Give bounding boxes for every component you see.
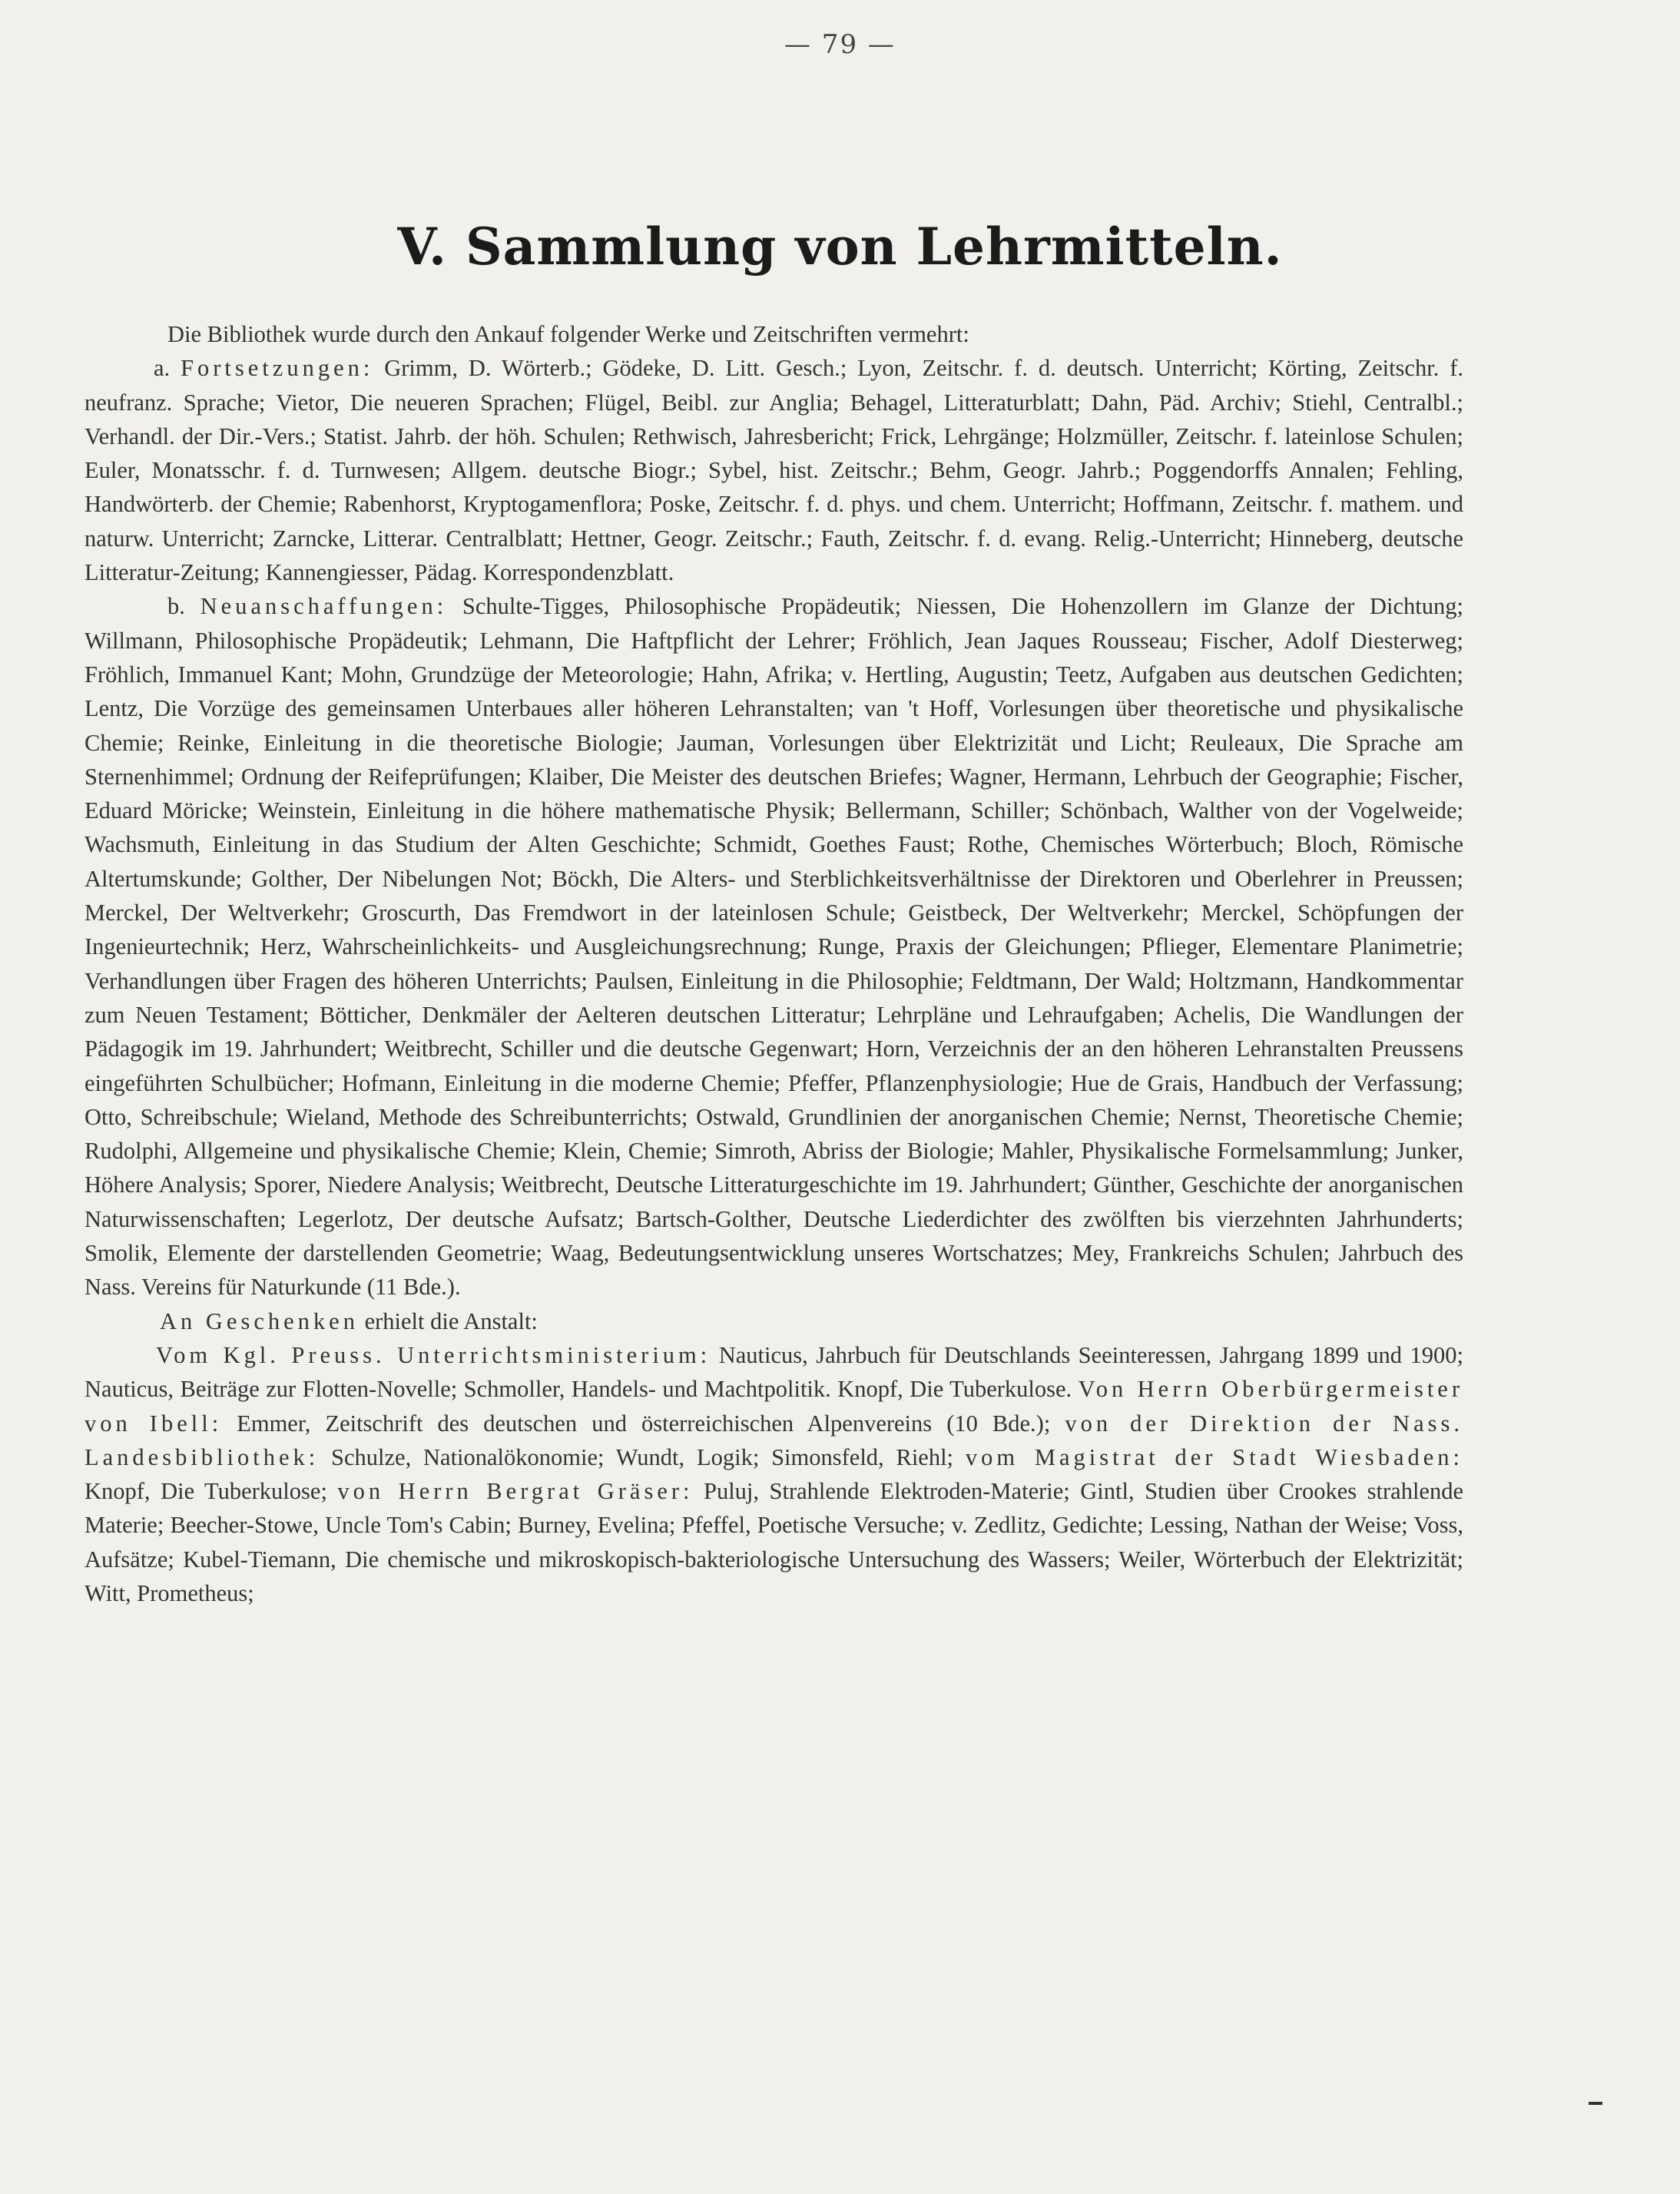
margin-mark: [1589, 2102, 1602, 2105]
donor-ministerium: Vom Kgl. Preuss. Unterrichtsministerium:: [156, 1341, 711, 1368]
section-title: V. Sammlung von Lehrmitteln.: [397, 217, 1283, 277]
heading-neuanschaffungen: Neuanschaffungen:: [200, 593, 448, 620]
paragraph-a-text: Grimm, D. Wörterb.; Gödeke, D. Litt. Gesch.; Lyon, Zeitschr. f. d. deutsch. Unterricht; Körting, Zeitschr. f. neufranz. Sprache; Vietor, Die neueren Sprachen; Flügel, Beibl. zur Anglia; Behagel, Litteraturblatt; Dahn, Päd. Archiv; Stiehl, Centralbl.; Verhandl. der Dir.-Vers.; Statist. Jahrb. der höh. Schulen; Rethwisch, Jahresbericht; Frick, Lehrgänge; Holzmüller, Zeitschr. f. lateinlose Schulen; Euler, Monatsschr. f. d. Turnwesen; Allgem. deutsche Biogr.; Sybel, hist. Zeitschr.; Behm, Geogr. Jahrb.; Poggendorffs Annalen; Fehling, Handwörterb. der Chemie; Rabenhorst, Kryptogamenflora; Poske, Zeitschr. f. d. phys. und chem. Unterricht; Hoffmann, Zeitschr. f. mathem. und naturw. Unterricht; Zarncke, Litterar. Centralblatt; Hettner, Geogr. Zeitschr.; Fauth, Zeitschr. f. d. evang. Relig.-Unterricht; Hinneberg, deutsche Litteratur-Zeitung; Kannengiesser, Pädag. Korrespondenzblatt.: [84, 355, 1463, 586]
donor-ministerium-text: Nauticus, Jahrbuch für Deutschlands Seeinteressen, Jahrgang 1899 und 1900; Nauticus, Beiträge zur Flotten-Novelle; Schmoller, Handels- und Machtpolitik. Knopf, Die Tuberkulose.: [84, 1341, 1463, 1403]
donor-magistrat-text: Knopf, Die Tuberkulose;: [84, 1478, 338, 1505]
intro-paragraph: Die Bibliothek wurde durch den Ankauf folgender Werke und Zeitschriften vermehrt:: [167, 321, 969, 347]
heading-geschenke: An Geschenken: [160, 1307, 359, 1334]
donor-oberbuergermeister: Von Herrn Oberbürgermeister von Ibell:: [84, 1376, 1464, 1437]
heading-fortsetzungen: Fortsetzungen:: [181, 355, 374, 382]
donor-bergrat: von Herrn Bergrat Gräser:: [337, 1478, 694, 1505]
gifts-intro-text: erhielt die Anstalt:: [358, 1307, 538, 1334]
label-b: b.: [167, 593, 200, 620]
paragraph-b: [84, 589, 1463, 1304]
gifts-intro: [84, 1304, 1463, 1338]
donor-landesbibliothek-text: Schulze, Nationalökonomie; Wundt, Logik; Simonsfeld, Riehl;: [319, 1443, 966, 1470]
donor-oberbuergermeister-text: Emmer, Zeitschrift des deutschen und österreichischen Alpenvereins (10 Bde.);: [222, 1410, 1065, 1437]
paragraph-b-text: Schulte-Tigges, Philosophische Propädeutik; Niessen, Die Hohenzollern im Glanze der Dichtung; Willmann, Philosophische Propädeutik; Lehmann, Die Haftpflicht der Lehrer; Fröhlich, Jean Jaques Rousseau; Fischer, Adolf Diesterweg; Fröhlich, Immanuel Kant; Mohn, Grundzüge der Meteorologie; Hahn, Afrika; v. Hertling, Augustin; Teetz, Aufgaben aus deutschen Gedichten; Lentz, Die Vorzüge des gemeinsamen Unterbaues aller höheren Lehranstalten; van 't Hoff, Vorlesungen über theoretische und physikalische Chemie; Reinke, Einleitung in die theoretische Biologie; Jauman, Vorlesungen über Elektrizität und Licht; Reuleaux, Die Sprache am Sternenhimmel; Ordnung der Reifeprüfungen; Klaiber, Die Meister des deutschen Briefes; Wagner, Hermann, Lehrbuch der Geographie; Fischer, Eduard Möricke; Weinstein, Einleitung in die höhere mathematische Physik; Bellermann, Schiller; Schönbach, Walther von der Vogelweide; Wachsmuth, Einleitung in das Studium der Alten Geschichte; Schmidt, Goethes Faust; Rothe, Chemisches Wörterbuch; Bloch, Römische Altertumskunde; Golther, Der Nibelungen Not; Böckh, Die Alters- und Sterblichkeitsverhältnisse der Direktoren und Oberlehrer in Preussen; Merckel, Der Weltverkehr; Groscurth, Das Fremdwort in der lateinlosen Schule; Geistbeck, Der Weltverkehr; Merckel, Schöpfungen der Ingenieurtechnik; Herz, Wahrscheinlichkeits- und Ausgleichungsrechnung; Runge, Praxis der Gleichungen; Pflieger, Elementare Planimetrie; Verhandlungen über Fragen des höheren Unterrichts; Paulsen, Einleitung in die Philosophie; Feldtmann, Der Wald; Holtzmann, Handkommentar zum Neuen Testament; Bötticher, Denkmäler der Aelteren deutschen Litteratur; Lehrpläne und Lehraufgaben; Achelis, Die Wandlungen der Pädagogik im 19. Jahrhundert; Weitbrecht, Schiller und die deutsche Gegenwart; Horn, Verzeichnis der an den höheren Lehranstalten Preussens eingeführten Schulbücher; Hofmann, Einleitung in die moderne Chemie; Pfeffer, Pflanzenphysiologie; Hue de Grais, Handbuch der Verfassung; Otto, Schreibschule; Wieland, Methode des Schreibunterrichts; Ostwald, Grundlinien der anorganischen Chemie; Nernst, Theoretische Chemie; Rudolphi, Allgemeine und physikalische Chemie; Klein, Chemie; Simroth, Abriss der Biologie; Mahler, Physikalische Formelsammlung; Junker, Höhere Analysis; Sporer, Niedere Analysis; Weitbrecht, Deutsche Litteraturgeschichte im 19. Jahrhundert; Günther, Geschichte der anorganischen Naturwissenschaften; Legerlotz, Der deutsche Aufsatz; Bartsch-Golther, Deutsche Liederdichter des zwölften bis vierzehnten Jahrhunderts; Smolik, Elemente der darstellenden Geometrie; Waag, Bedeutungsentwicklung unseres Wortschatzes; Mey, Frankreichs Schulen; Jahrbuch des Nass. Vereins für Naturkunde (11 Bde.).: [84, 593, 1463, 1301]
donor-bergrat-text: Puluj, Strahlende Elektroden-Materie; Gintl, Studien über Crookes strahlende Materie; Beecher-Stowe, Uncle Tom's Cabin; Burney, Evelina; Pfeffel, Poetische Versuche; v. Zedlitz, Gedichte; Lessing, Nathan der Weise; Voss, Aufsätze; Kubel-Tiemann, Die chemische und mikroskopisch-bakteriologische Untersuchung des Wassers; Weiler, Wörterbuch der Elektrizität; Witt, Prometheus;: [84, 1478, 1463, 1606]
page-number: — 79 —: [784, 29, 896, 60]
donor-landesbibliothek: von der Direktion der Nass. Landesbibliothek:: [84, 1410, 1463, 1470]
label-a: a.: [154, 355, 181, 382]
gifts-paragraph: [84, 1338, 1463, 1610]
donor-magistrat: vom Magistrat der Stadt Wiesbaden:: [965, 1443, 1463, 1470]
body-text: [84, 317, 1463, 1610]
paragraph-a: [84, 351, 1463, 589]
